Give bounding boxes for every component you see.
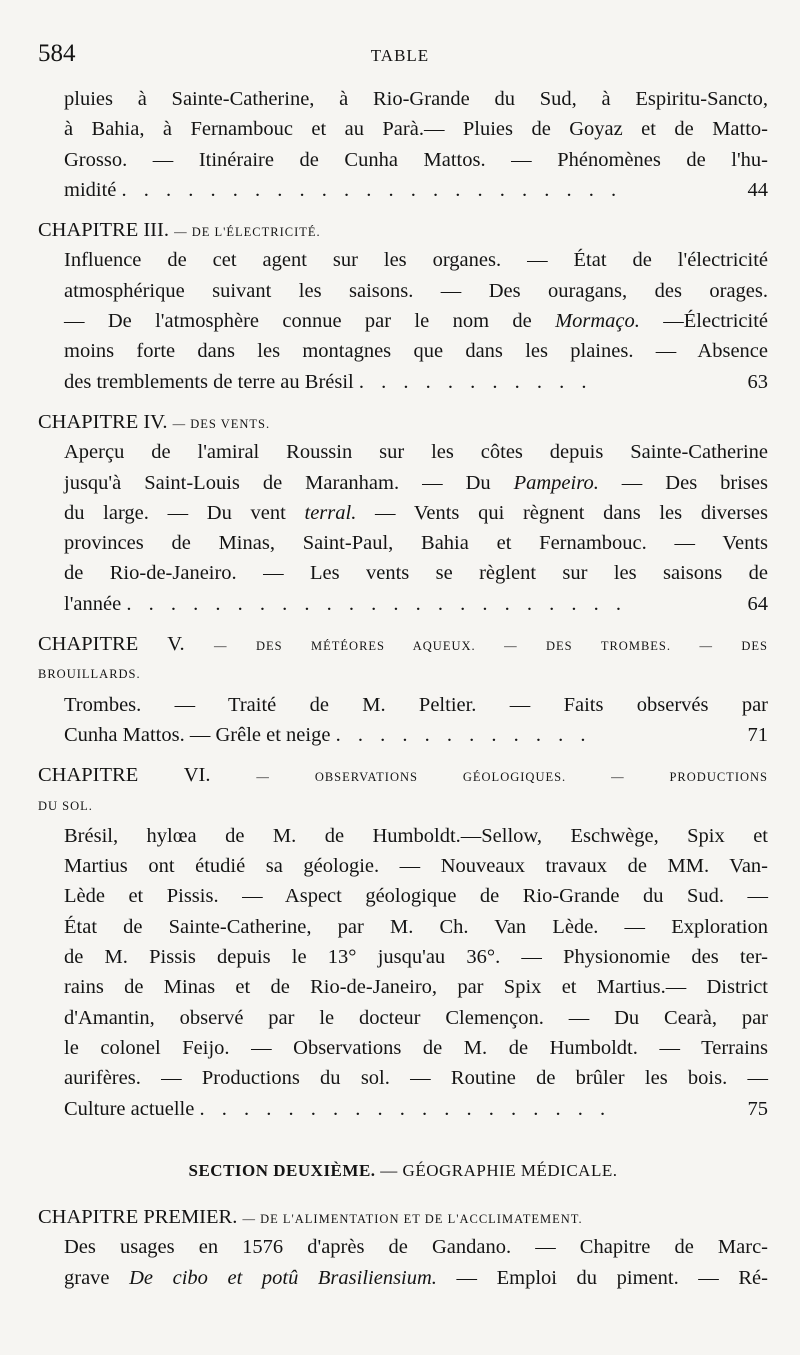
toc-content <box>38 84 768 1293</box>
section-heading <box>38 1156 768 1186</box>
page-ref: 63 <box>747 370 768 393</box>
leader-dots: . . . . . . . . . . . . . . . . . . . . . . . <box>121 178 623 201</box>
toc-line <box>38 1094 768 1124</box>
leader-dots: . . . . . . . . . . . <box>358 370 593 393</box>
toc-line: atmosphérique suivant les saisons. — Des ouragans, des orages. <box>64 279 768 302</box>
toc-line: d'Amantin, observé par le docteur Clemençon. — Du Cearà, par <box>64 1006 768 1029</box>
page-ref: 71 <box>747 723 768 746</box>
chapter-title: — DE L'ALIMENTATION ET DE L'ACCLIMATEMENT. <box>242 1212 583 1227</box>
chapter-label: CHAPITRE VI. <box>38 764 211 787</box>
page-header <box>38 40 762 70</box>
toc-line <box>38 468 768 498</box>
toc-line: rains de Minas et de Rio-de-Janeiro, par Spix et Martius.— District <box>64 976 768 999</box>
chapter-heading <box>38 215 768 245</box>
toc-line: Trombes. — Traité de M. Peltier. — Faits observés par <box>64 693 768 716</box>
chapter-label: CHAPITRE PREMIER. <box>38 1206 238 1229</box>
toc-line: aurifères. — Productions du sol. — Routine de brûler les bois. — <box>64 1067 768 1090</box>
toc-line: moins forte dans les montagnes que dans les plaines. — Absence <box>64 340 768 363</box>
leader-dots: . . . . . . . . . . . . . . . . . . . . . . . <box>126 592 627 615</box>
toc-line: de M. Pissis depuis le 13° jusqu'au 36°. — Physionomie des ter- <box>64 946 768 969</box>
page-ref: 44 <box>747 178 768 201</box>
chapter-title: — DES MÉTÉORES AQUEUX. — DES TROMBES. — DES <box>214 639 768 654</box>
page-number: 584 <box>38 40 76 67</box>
chapter-title: — DE L'ÉLECTRICITÉ. <box>174 225 321 240</box>
toc-italic: Mormaço. <box>555 310 640 333</box>
toc-line: de Rio-de-Janeiro. — Les vents se règlent sur les saisons de <box>64 562 768 585</box>
page-ref: 75 <box>747 1097 768 1120</box>
toc-line <box>38 367 768 397</box>
toc-line <box>38 306 768 336</box>
chapter-heading <box>38 760 768 790</box>
toc-line <box>38 589 768 619</box>
toc-text: l'année <box>64 592 122 615</box>
toc-text: des tremblements de terre au Brésil <box>64 370 354 393</box>
toc-line: Influence de cet agent sur les organes. — État de l'électricité <box>64 249 768 272</box>
chapter-heading <box>38 407 768 437</box>
chapter-heading <box>38 629 768 659</box>
toc-line: Martius ont étudié sa géologie. — Nouveaux travaux de MM. Van- <box>64 855 768 878</box>
toc-italic: Pampeiro. <box>513 471 599 494</box>
toc-line <box>38 720 768 750</box>
toc-line: provinces de Minas, Saint-Paul, Bahia et Fernambouc. — Vents <box>64 532 768 555</box>
toc-italic: terral. <box>304 501 357 524</box>
toc-text: — De l'atmosphère connue par le nom de <box>64 310 556 333</box>
toc-line: pluies à Sainte-Catherine, à Rio-Grande du Sud, à Espiritu-Sancto, <box>64 88 768 110</box>
toc-line: le colonel Feijo. — Observations de M. de Humboldt. — Terrains <box>64 1036 768 1059</box>
toc-text: — Vents qui règnent dans les diverses <box>356 501 768 524</box>
leader-dots: . . . . . . . . . . . . <box>335 723 592 746</box>
toc-text: —Électricité <box>639 310 768 333</box>
toc-text: — Des brises <box>598 471 768 494</box>
chapter-heading <box>38 1202 768 1232</box>
toc-line: Lède et Pissis. — Aspect géologique de Rio-Grande du Sud. — <box>64 885 768 908</box>
toc-italic: De cibo et potû Brasiliensium. <box>129 1266 437 1289</box>
toc-text: Cunha Mattos. — Grêle et neige <box>64 723 331 746</box>
toc-line: à Bahia, à Fernambouc et au Parà.— Pluies de Goyaz et de Matto- <box>64 118 768 141</box>
chapter-title: — OBSERVATIONS GÉOLOGIQUES. — PRODUCTIONS <box>256 770 768 785</box>
section-label: SECTION DEUXIÈME. <box>188 1160 376 1180</box>
chapter-label: CHAPITRE V. <box>38 633 185 656</box>
toc-text: grave <box>64 1266 130 1289</box>
leader-dots: . . . . . . . . . . . . . . . . . . . <box>199 1097 612 1120</box>
toc-line <box>38 498 768 528</box>
section-title: — GÉOGRAPHIE MÉDICALE. <box>380 1160 618 1180</box>
toc-text: jusqu'à Saint-Louis de Maranham. — Du <box>64 471 514 494</box>
toc-text: du large. — Du vent <box>64 501 305 524</box>
toc-line: État de Sainte-Catherine, par M. Ch. Van Lède. — Exploration <box>64 915 768 938</box>
toc-line: Des usages en 1576 d'après de Gandano. — Chapitre de Marc- <box>64 1236 768 1259</box>
toc-line: Grosso. — Itinéraire de Cunha Mattos. — Phénomènes de l'hu- <box>64 148 768 171</box>
toc-line: Brésil, hylœa de M. de Humboldt.—Sellow, Eschwège, Spix et <box>64 824 768 847</box>
chapter-label: CHAPITRE IV. <box>38 410 168 433</box>
chapter-title: — DES VENTS. <box>172 416 271 431</box>
toc-line <box>38 1263 768 1293</box>
toc-line <box>38 175 768 205</box>
chapter-title-cont: DU SOL. <box>38 798 93 813</box>
chapter-label: CHAPITRE III. <box>38 219 169 242</box>
toc-text: Culture actuelle <box>64 1097 195 1120</box>
page-ref: 64 <box>747 592 768 615</box>
toc-text: midité <box>64 178 117 201</box>
toc-line: Aperçu de l'amiral Roussin sur les côtes depuis Sainte-Catherine <box>64 441 768 464</box>
toc-text: — Emploi du piment. — Ré- <box>436 1266 768 1289</box>
running-title: TABLE <box>370 46 430 65</box>
chapter-title-cont: BROUILLARDS. <box>38 667 141 682</box>
